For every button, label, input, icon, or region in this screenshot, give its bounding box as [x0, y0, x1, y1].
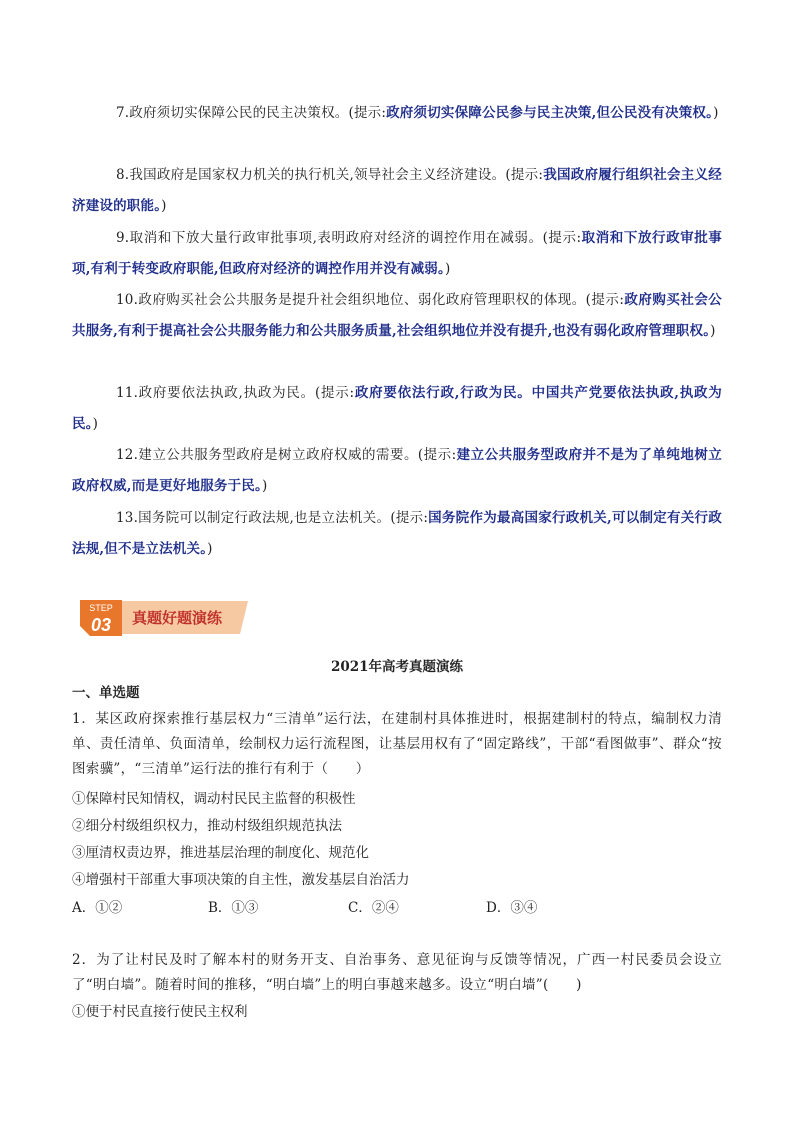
section-label: 一、单选题: [72, 685, 140, 701]
question-1-choices: [72, 896, 722, 921]
badge-step-number: 03: [90, 615, 112, 635]
judgment-9: [72, 223, 722, 285]
close-paren: ): [710, 323, 716, 339]
hint-text: 政府要依法行政,行政为民。中国共产党要依法执政,执政为民。: [72, 385, 722, 432]
choice-d: D．③④: [486, 900, 538, 916]
judgment-12: [72, 440, 722, 502]
hint-text: 政府须切实保障公民参与民主决策,但公民没有决策权。: [386, 105, 714, 121]
question-1-option: ④增强村干部重大事项决策的自主性，激发基层自治活力: [72, 872, 410, 888]
statement-text: 11.政府要依法执政,执政为民。(提示:: [116, 385, 355, 401]
question-1-option: ②细分村级组织权力，推动村级组织规范执法: [72, 818, 342, 834]
close-paren: ): [207, 541, 213, 557]
judgment-10: [72, 285, 722, 347]
choice-c: C．②④: [348, 900, 399, 916]
badge-title: 真题好题演练: [132, 609, 223, 627]
judgment-13: [72, 503, 722, 565]
choice-b: B．①③: [208, 900, 259, 916]
hint-text: 建立公共服务型政府并不是为了单纯地树立政府权威,而是更好地服务于民。: [72, 447, 722, 494]
question-1-stem: 1．某区政府探索推行基层权力“三清单”运行法，在建制村具体推进时，根据建制村的特点，编制权力清单、责任清单、负面清单，绘制权力运行流程图，让基层用权有了“固定路线”，干部“看图做事”、群众“按图索骥”，“三清单”运行法的推行有利于（ ）: [72, 711, 722, 777]
question-1-option: ①保障村民知情权，调动村民民主监督的积极性: [72, 791, 356, 807]
statement-text: 10.政府购买社会公共服务是提升社会组织地位、弱化政府管理职权的体现。(提示:: [116, 292, 625, 308]
statement-text: 13.国务院可以制定行政法规,也是立法机关。(提示:: [116, 510, 429, 526]
question-1-option: ③厘清权责边界，推进基层治理的制度化、规范化: [72, 845, 369, 861]
hint-text: 取消和下放行政审批事项,有利于转变政府职能,但政府对经济的调控作用并没有减弱。: [72, 230, 723, 277]
judgment-8: [72, 160, 722, 222]
hint-text: 政府购买社会公共服务,有利于提高社会公共服务能力和公共服务质量,社会组织地位并没有提升,也没有弱化政府管理职权。: [72, 292, 722, 339]
hint-text: 我国政府履行组织社会主义经济建设的职能。: [72, 167, 722, 214]
close-paren: ): [161, 198, 167, 214]
statement-text: 12.建立公共服务型政府是树立政府权威的需要。(提示:: [116, 447, 457, 463]
exam-title: 2021年高考真题演练: [330, 659, 464, 675]
step-badge: [78, 598, 253, 640]
close-paren: ): [444, 261, 451, 277]
statement-text: 7.政府须切实保障公民的民主决策权。(提示:: [116, 105, 387, 121]
close-paren: ): [713, 105, 719, 121]
badge-step-word: STEP: [89, 603, 113, 613]
choice-a: A．①②: [72, 900, 123, 916]
statement-text: 8.我国政府是国家权力机关的执行机关,领导社会主义经济建设。(提示:: [116, 167, 544, 183]
question-2-stem: 2．为了让村民及时了解本村的财务开支、自治事务、意见征询与反馈等情况，广西一村民委员会设立了“明白墙”。随着时间的推移，“明白墙”上的明白事越来越多。设立“明白墙”( ): [72, 952, 722, 993]
judgment-11: [72, 378, 722, 440]
statement-text: 9.取消和下放大量行政审批事项,表明政府对经济的调控作用在减弱。(提示:: [116, 230, 582, 246]
close-paren: ): [92, 416, 99, 432]
close-paren: ): [261, 478, 268, 494]
question-2-option: ①便于村民直接行使民主权利: [72, 1004, 248, 1020]
hint-text: 国务院作为最高国家行政机关,可以制定有关行政法规,但不是立法机关。: [72, 510, 722, 557]
judgment-7: [72, 98, 722, 129]
